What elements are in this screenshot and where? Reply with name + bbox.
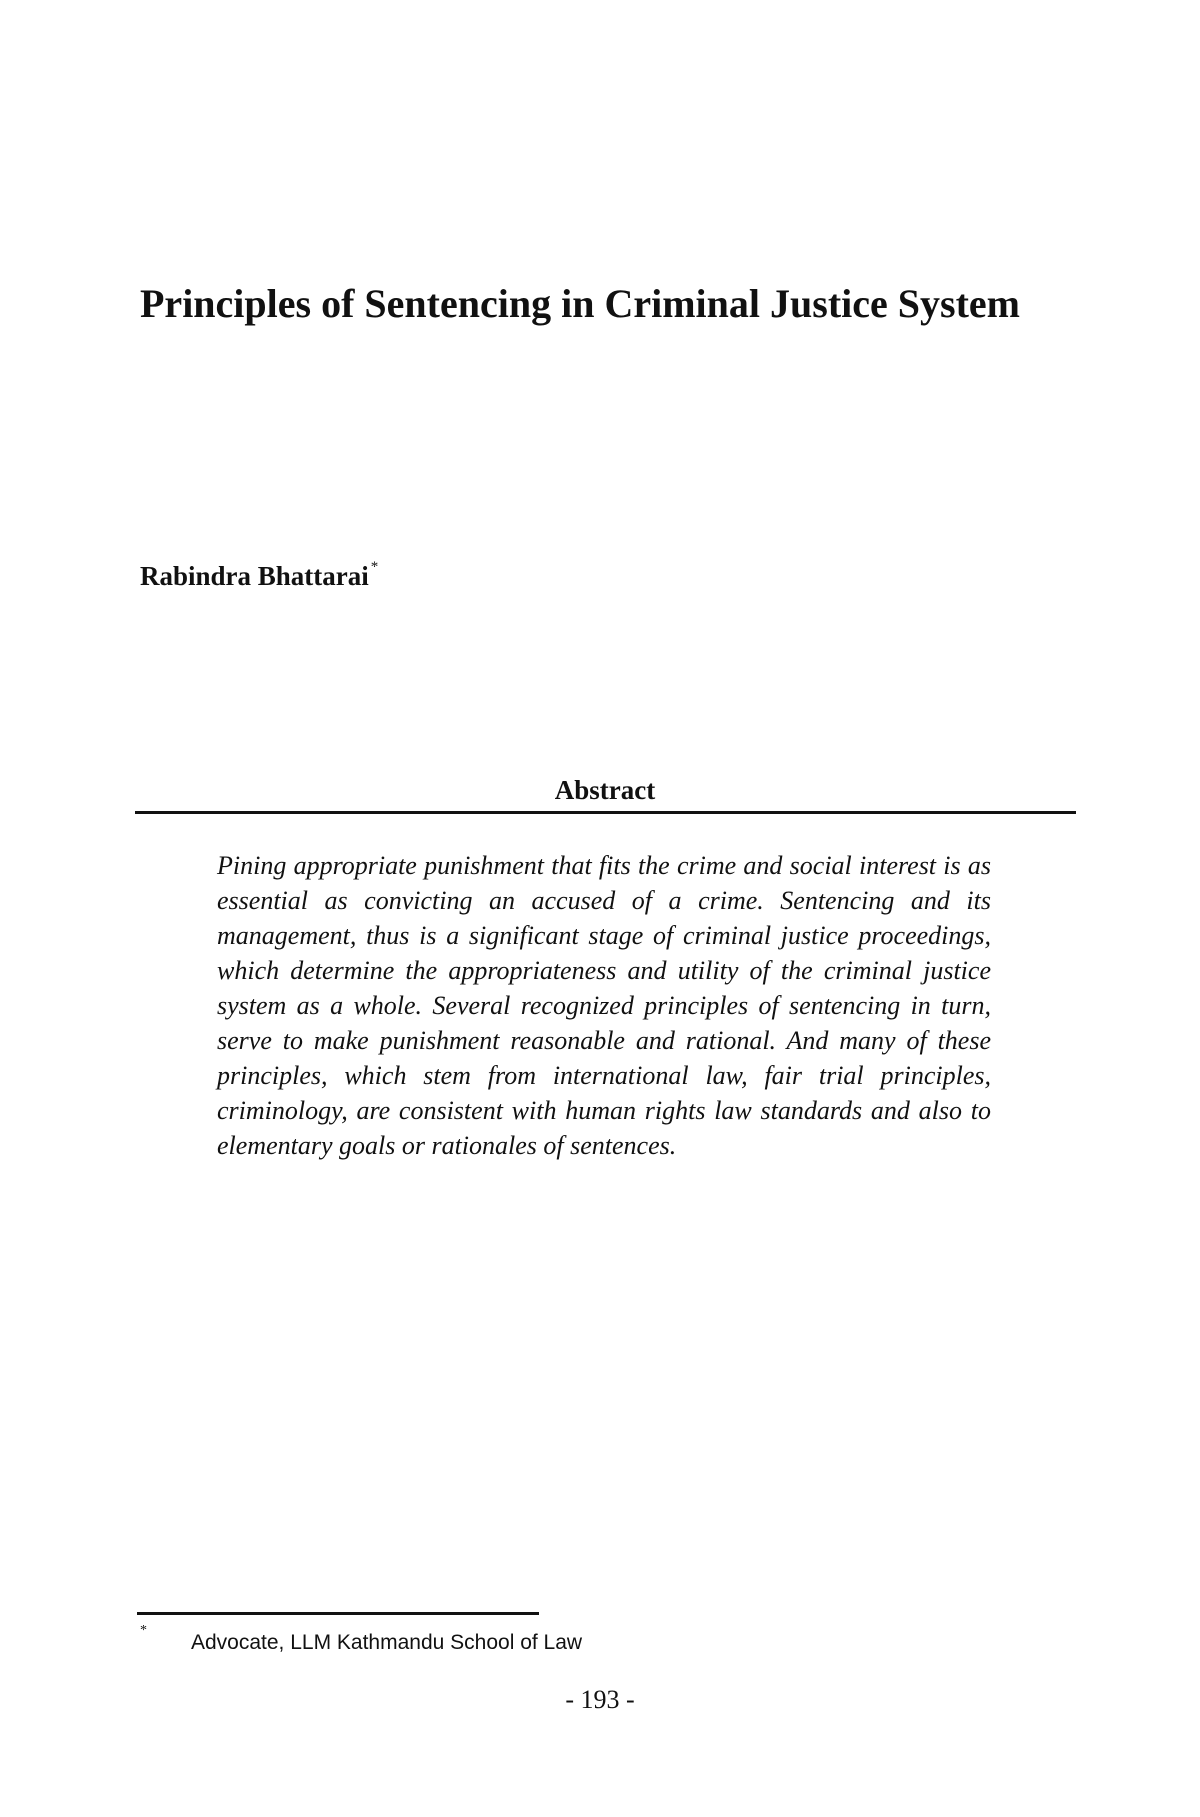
footnote-text: Advocate, LLM Kathmandu School of Law (191, 1631, 583, 1654)
footnote-divider (137, 1612, 539, 1615)
abstract-heading: Abstract (554, 775, 656, 805)
abstract-text: Pining appropriate punishment that fits the crime and social interest is as essential as convicting an accused of a crime. Sentencing and its management, thus is a significant stage of criminal justice proceedings, which determine the appropriateness and utility of the criminal justice system as a whole. Several recognized principles of sentencing in turn, serve to make punishment reasonable and rational. And many of these principles, which stem from international law, fair trial principles, criminology, are consistent with human rights law standards and also to elementary goals or rationales of sentences. (217, 851, 991, 1160)
page-number: - 193 - (565, 1685, 635, 1714)
author-name: Rabindra Bhattarai (140, 561, 369, 591)
abstract-divider (135, 811, 1076, 814)
article-title: Principles of Sentencing in Criminal Justice System (140, 281, 1020, 326)
author-footnote-marker[interactable]: * (370, 559, 379, 575)
author-line (140, 554, 378, 593)
footnote-marker: * (140, 1623, 147, 1638)
